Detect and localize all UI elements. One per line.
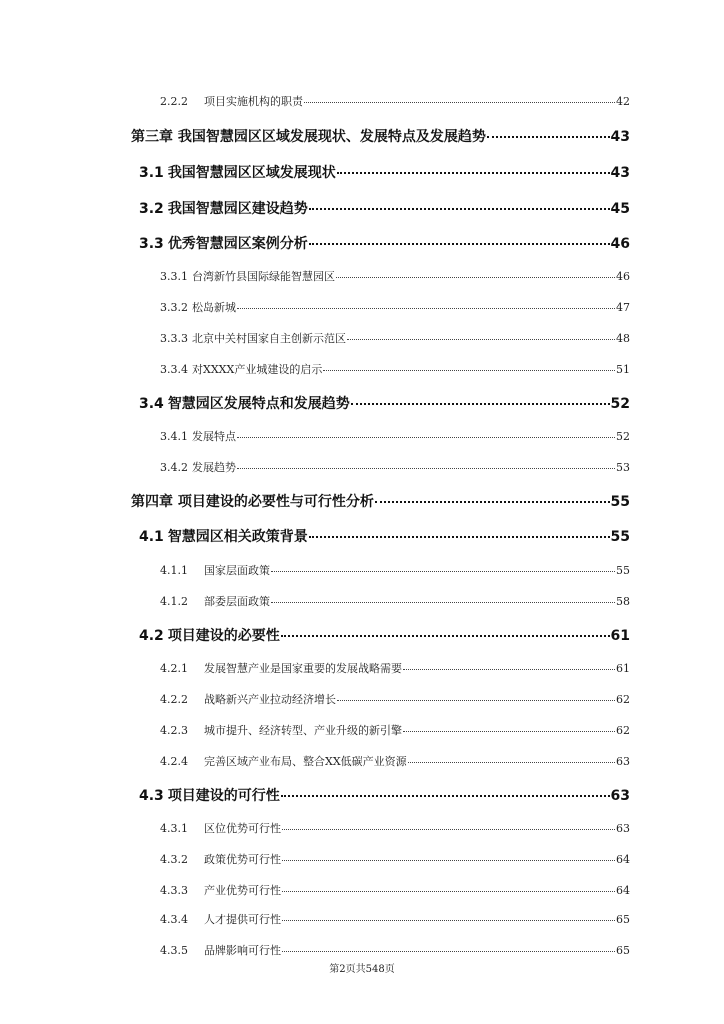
toc-entry[interactable]: [160, 361, 630, 377]
toc-entry-title: 项目建设的可行性: [167, 788, 280, 804]
toc-entry-number: 4.1.2: [160, 595, 188, 608]
toc-entry-page-number: 61: [616, 662, 630, 675]
toc-entry[interactable]: [160, 820, 630, 836]
toc-dot-leader: [347, 339, 615, 340]
toc-dot-leader: [403, 669, 615, 670]
toc-entry-title: 发展趋势: [192, 461, 236, 474]
toc-dot-leader: [282, 891, 615, 892]
toc-entry-page-number: 62: [616, 693, 630, 706]
toc-entry-page-number: 65: [616, 944, 630, 957]
toc-entry-title: 完善区域产业布局、整合XX低碳产业资源: [204, 755, 407, 768]
toc-entry-number: 3.3: [139, 236, 164, 252]
toc-entry-title: 优秀智慧园区案例分析: [167, 236, 308, 252]
toc-entry[interactable]: [160, 660, 630, 676]
toc-entry-number: 4.3.1: [160, 822, 188, 835]
toc-entry-title: 人才提供可行性: [204, 913, 281, 926]
toc-entry-page-number: 62: [616, 724, 630, 737]
toc-dot-leader: [237, 437, 615, 438]
toc-dot-leader: [351, 403, 610, 405]
toc-entry-number: 3.3.1: [160, 270, 188, 283]
toc-dot-leader: [375, 501, 610, 503]
toc-entry-title: 台湾新竹县国际绿能智慧园区: [192, 270, 335, 283]
toc-entry[interactable]: [160, 459, 630, 475]
toc-dot-leader: [304, 102, 615, 103]
toc-entry[interactable]: [160, 593, 630, 609]
toc-entry[interactable]: [160, 942, 630, 958]
toc-entry-page-number: 65: [616, 913, 630, 926]
toc-entry-number: 3.4.2: [160, 461, 188, 474]
toc-entry-number: 4.2: [139, 628, 164, 644]
toc-entry-page-number: 43: [610, 165, 630, 181]
toc-entry-title: 区位优势可行性: [204, 822, 281, 835]
toc-entry[interactable]: [139, 625, 630, 645]
toc-entry-page-number: 64: [616, 884, 630, 897]
toc-entry-page-number: 53: [616, 461, 630, 474]
toc-entry[interactable]: [160, 882, 630, 898]
toc-entry[interactable]: [139, 393, 630, 413]
toc-entry-page-number: 48: [616, 332, 630, 345]
toc-entry-number: 3.4: [139, 396, 164, 412]
toc-entry[interactable]: [160, 93, 630, 109]
toc-entry-page-number: 63: [616, 822, 630, 835]
toc-entry-title: 品牌影响可行性: [204, 944, 281, 957]
toc-dot-leader: [282, 829, 615, 830]
toc-entry[interactable]: [160, 911, 630, 927]
toc-entry-number: 3.3.3: [160, 332, 188, 345]
toc-entry[interactable]: [160, 722, 630, 738]
toc-entry[interactable]: [139, 198, 630, 218]
toc-entry-title: 智慧园区相关政策背景: [167, 529, 308, 545]
toc-entry[interactable]: [160, 851, 630, 867]
toc-dot-leader: [282, 920, 615, 921]
toc-entry-page-number: 61: [610, 628, 630, 644]
toc-entry[interactable]: [139, 233, 630, 253]
toc-dot-leader: [309, 536, 610, 538]
toc-dot-leader: [487, 136, 610, 138]
toc-entry-number: 4.1.1: [160, 564, 188, 577]
toc-dot-leader: [281, 635, 610, 637]
toc-entry-title: 松岛新城: [192, 301, 236, 314]
toc-entry-page-number: 45: [610, 201, 630, 217]
toc-dot-leader: [337, 172, 610, 174]
toc-entry[interactable]: [131, 126, 630, 146]
toc-entry-number: 3.1: [139, 165, 164, 181]
toc-entry-page-number: 64: [616, 853, 630, 866]
toc-entry-title: 项目实施机构的职责: [204, 95, 303, 108]
toc-entry-title: 国家层面政策: [204, 564, 270, 577]
toc-entry-title: 智慧园区发展特点和发展趋势: [167, 396, 350, 412]
toc-entry-title: 战略新兴产业拉动经济增长: [204, 693, 336, 706]
toc-entry-title: 第四章 项目建设的必要性与可行性分析: [131, 494, 374, 510]
toc-dot-leader: [282, 951, 615, 952]
toc-entry-number: 3.3.4: [160, 363, 188, 376]
toc-entry-number: 4.2.4: [160, 755, 188, 768]
toc-entry-number: 4.3.5: [160, 944, 188, 957]
toc-entry-title: 我国智慧园区建设趋势: [167, 201, 308, 217]
toc-entry-number: 3.4.1: [160, 430, 188, 443]
toc-entry-number: 4.3: [139, 788, 164, 804]
toc-entry-page-number: 43: [610, 129, 630, 145]
toc-entry-page-number: 63: [616, 755, 630, 768]
toc-dot-leader: [309, 243, 610, 245]
toc-entry[interactable]: [160, 330, 630, 346]
toc-entry[interactable]: [139, 162, 630, 182]
toc-entry-title: 政策优势可行性: [204, 853, 281, 866]
toc-entry-page-number: 46: [610, 236, 630, 252]
toc-entry-number: 4.2.2: [160, 693, 188, 706]
toc-entry-number: 3.3.2: [160, 301, 188, 314]
toc-entry-page-number: 42: [616, 95, 630, 108]
toc-entry-number: 4.3.3: [160, 884, 188, 897]
toc-entry-page-number: 58: [616, 595, 630, 608]
toc-entry-title: 第三章 我国智慧园区区域发展现状、发展特点及发展趋势: [131, 129, 486, 145]
toc-entry-page-number: 55: [610, 494, 630, 510]
toc-dot-leader: [271, 602, 615, 603]
toc-entry-number: 2.2.2: [160, 95, 188, 108]
page-footer: 第2页共548页: [329, 964, 395, 975]
toc-dot-leader: [281, 795, 610, 797]
toc-dot-leader: [309, 208, 610, 210]
toc-entry-number: 4.3.4: [160, 913, 188, 926]
toc-entry-page-number: 63: [610, 788, 630, 804]
toc-dot-leader: [237, 308, 615, 309]
toc-dot-leader: [337, 700, 615, 701]
toc-entry-number: 3.2: [139, 201, 164, 217]
toc-entry-title: 产业优势可行性: [204, 884, 281, 897]
toc-entry[interactable]: [160, 562, 630, 578]
toc-entry[interactable]: [160, 299, 630, 315]
toc-entry-page-number: 52: [610, 396, 630, 412]
toc-entry-page-number: 52: [616, 430, 630, 443]
toc-entry-number: 4.2.1: [160, 662, 188, 675]
toc-entry-number: 4.1: [139, 529, 164, 545]
toc-dot-leader: [271, 571, 615, 572]
toc-entry-title: 城市提升、经济转型、产业升级的新引擎: [204, 724, 402, 737]
toc-entry[interactable]: [139, 785, 630, 805]
toc-dot-leader: [237, 468, 615, 469]
toc-entry[interactable]: [160, 753, 630, 769]
toc-entry-title: 北京中关村国家自主创新示范区: [192, 332, 346, 345]
toc-entry[interactable]: [139, 526, 630, 546]
toc-dot-leader: [336, 277, 615, 278]
toc-dot-leader: [408, 762, 615, 763]
toc-entry-title: 对XXXX产业城建设的启示: [192, 363, 323, 376]
toc-entry-number: 4.3.2: [160, 853, 188, 866]
toc-entry-number: 4.2.3: [160, 724, 188, 737]
toc-dot-leader: [403, 731, 615, 732]
toc-entry-page-number: 47: [616, 301, 630, 314]
toc-entry[interactable]: [160, 268, 630, 284]
toc-entry-title: 发展特点: [192, 430, 236, 443]
toc-entry-page-number: 51: [616, 363, 630, 376]
toc-entry[interactable]: [160, 691, 630, 707]
toc-entry-page-number: 55: [616, 564, 630, 577]
toc-entry-page-number: 55: [610, 529, 630, 545]
toc-entry-title: 部委层面政策: [204, 595, 270, 608]
toc-entry-title: 发展智慧产业是国家重要的发展战略需要: [204, 662, 402, 675]
toc-entry[interactable]: [131, 491, 630, 511]
toc-entry-page-number: 46: [616, 270, 630, 283]
toc-entry[interactable]: [160, 428, 630, 444]
toc-entry-title: 我国智慧园区区域发展现状: [167, 165, 336, 181]
toc-dot-leader: [323, 370, 615, 371]
toc-dot-leader: [282, 860, 615, 861]
toc-entry-title: 项目建设的必要性: [167, 628, 280, 644]
